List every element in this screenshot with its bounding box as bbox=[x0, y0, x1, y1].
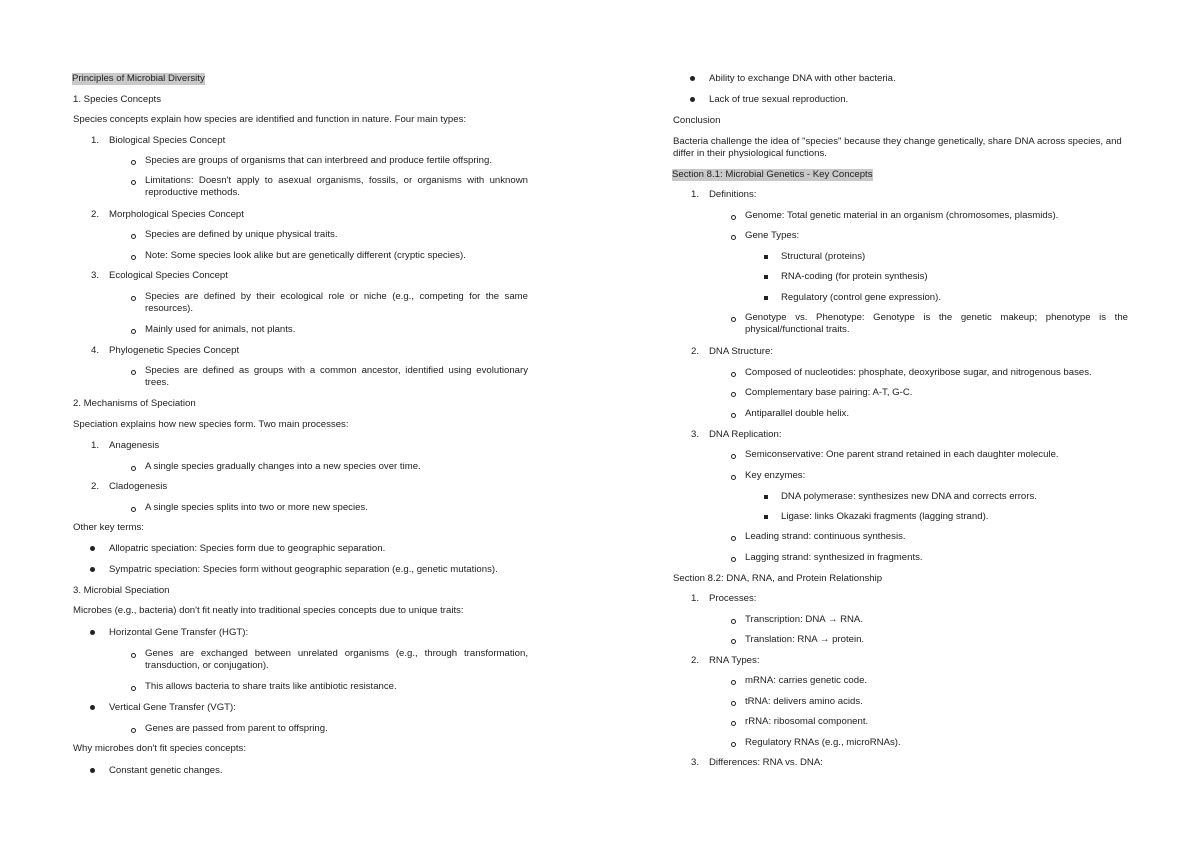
bullet-circle-icon bbox=[731, 557, 736, 562]
list-subitem: Key enzymes: bbox=[745, 470, 806, 481]
list-number: 1. bbox=[691, 593, 700, 604]
list-item-ecological: Ecological Species Concept bbox=[109, 270, 228, 281]
bullet-circle-icon bbox=[731, 680, 736, 685]
list-subitem: Species are defined as groups with a common ancestor, identified using evolutionary trees. bbox=[145, 365, 528, 388]
bullet-circle-icon bbox=[131, 507, 136, 512]
list-subitem: Genes are exchanged between unrelated organisms (e.g., through transformation, transduction, or conjugation). bbox=[145, 648, 528, 671]
bullet-dot-icon bbox=[90, 630, 95, 635]
bullet-dot-icon bbox=[90, 705, 95, 710]
bullet-circle-icon bbox=[731, 619, 736, 624]
list-subitem: Genome: Total genetic material in an organism (chromosomes, plasmids). bbox=[745, 210, 1059, 221]
speciation-intro: Speciation explains how new species form. Two main processes: bbox=[73, 419, 349, 430]
bullet-circle-icon bbox=[731, 413, 736, 418]
bullet-circle-icon bbox=[131, 234, 136, 239]
bullet-circle-icon bbox=[731, 215, 736, 220]
list-item-genetic-changes: Constant genetic changes. bbox=[109, 765, 223, 776]
section-heading-microbial-speciation: 3. Microbial Speciation bbox=[73, 585, 170, 596]
section-8-2-title: Section 8.2: DNA, RNA, and Protein Relationship bbox=[673, 573, 883, 584]
document-title: Principles of Microbial Diversity bbox=[72, 73, 205, 84]
species-concepts-intro: Species concepts explain how species are identified and function in nature. Four main types: bbox=[73, 114, 467, 125]
list-number: 1. bbox=[691, 189, 700, 200]
bullet-square-icon bbox=[764, 296, 768, 300]
bullet-circle-icon bbox=[731, 392, 736, 397]
list-item-cladogenesis: Cladogenesis bbox=[109, 481, 168, 492]
bullet-dot-icon bbox=[690, 76, 695, 81]
list-subsubitem: Ligase: links Okazaki fragments (lagging strand). bbox=[781, 511, 989, 522]
bullet-circle-icon bbox=[731, 475, 736, 480]
list-item-hgt: Horizontal Gene Transfer (HGT): bbox=[109, 627, 249, 638]
list-number: 2. bbox=[691, 346, 700, 357]
list-item-sexual-reproduction: Lack of true sexual reproduction. bbox=[709, 94, 849, 105]
section-heading-species-concepts: 1. Species Concepts bbox=[73, 94, 161, 105]
list-subitem: Species are defined by their ecological role or niche (e.g., competing for the same resources). bbox=[145, 291, 528, 314]
list-item-definitions: Definitions: bbox=[709, 189, 757, 200]
bullet-circle-icon bbox=[131, 180, 136, 185]
list-item-differences: Differences: RNA vs. DNA: bbox=[709, 757, 823, 768]
list-subitem: mRNA: carries genetic code. bbox=[745, 675, 868, 686]
list-subsubitem: RNA-coding (for protein synthesis) bbox=[781, 271, 928, 282]
bullet-circle-icon bbox=[731, 721, 736, 726]
other-key-terms-label: Other key terms: bbox=[73, 522, 144, 533]
bullet-circle-icon bbox=[131, 160, 136, 165]
list-subitem: tRNA: delivers amino acids. bbox=[745, 696, 863, 707]
list-subitem: Genes are passed from parent to offspring. bbox=[145, 723, 328, 734]
list-subitem: This allows bacteria to share traits like antibiotic resistance. bbox=[145, 681, 397, 692]
bullet-dot-icon bbox=[90, 546, 95, 551]
bullet-circle-icon bbox=[731, 742, 736, 747]
bullet-circle-icon bbox=[731, 639, 736, 644]
list-subitem: Species are groups of organisms that can interbreed and produce fertile offspring. bbox=[145, 155, 493, 166]
list-subsubitem: Structural (proteins) bbox=[781, 251, 866, 262]
list-subitem: A single species splits into two or more new species. bbox=[145, 502, 368, 513]
section-heading-speciation: 2. Mechanisms of Speciation bbox=[73, 398, 196, 409]
list-subitem: Leading strand: continuous synthesis. bbox=[745, 531, 906, 542]
bullet-circle-icon bbox=[731, 701, 736, 706]
bullet-square-icon bbox=[764, 515, 768, 519]
list-subitem: Genotype vs. Phenotype: Genotype is the genetic makeup; phenotype is the physical/functional traits. bbox=[745, 312, 1128, 335]
list-number: 3. bbox=[691, 757, 700, 768]
list-item-morphological: Morphological Species Concept bbox=[109, 209, 244, 220]
list-number: 1. bbox=[91, 440, 100, 451]
bullet-square-icon bbox=[764, 255, 768, 259]
list-number: 4. bbox=[91, 345, 100, 356]
list-subitem: Composed of nucleotides: phosphate, deoxyribose sugar, and nitrogenous bases. bbox=[745, 367, 1092, 378]
bullet-circle-icon bbox=[131, 466, 136, 471]
list-item-dna-replication: DNA Replication: bbox=[709, 429, 782, 440]
list-subsubitem: DNA polymerase: synthesizes new DNA and corrects errors. bbox=[781, 491, 1037, 502]
list-subitem: Species are defined by unique physical traits. bbox=[145, 229, 338, 240]
section-8-1-title: Section 8.1: Microbial Genetics - Key Concepts bbox=[672, 169, 873, 180]
list-subitem: Mainly used for animals, not plants. bbox=[145, 324, 296, 335]
list-subitem: Limitations: Doesn't apply to asexual organisms, fossils, or organisms with unknown reproductive methods. bbox=[145, 175, 528, 198]
list-item-exchange-dna: Ability to exchange DNA with other bacteria. bbox=[709, 73, 896, 84]
list-number: 3. bbox=[91, 270, 100, 281]
bullet-circle-icon bbox=[131, 686, 136, 691]
list-number: 2. bbox=[91, 209, 100, 220]
list-number: 2. bbox=[691, 655, 700, 666]
bullet-circle-icon bbox=[131, 728, 136, 733]
list-subitem: Translation: RNA → protein. bbox=[745, 634, 865, 645]
list-item-sympatric: Sympatric speciation: Species form without geographic separation (e.g., genetic mutations). bbox=[109, 564, 498, 575]
bullet-dot-icon bbox=[90, 768, 95, 773]
list-subsubitem: Regulatory (control gene expression). bbox=[781, 292, 941, 303]
bullet-circle-icon bbox=[731, 454, 736, 459]
bullet-circle-icon bbox=[731, 536, 736, 541]
list-subitem: Gene Types: bbox=[745, 230, 800, 241]
list-subitem: Lagging strand: synthesized in fragments. bbox=[745, 552, 923, 563]
list-subitem: rRNA: ribosomal component. bbox=[745, 716, 869, 727]
bullet-square-icon bbox=[764, 275, 768, 279]
list-subitem: Semiconservative: One parent strand retained in each daughter molecule. bbox=[745, 449, 1059, 460]
list-item-rna-types: RNA Types: bbox=[709, 655, 760, 666]
bullet-dot-icon bbox=[690, 97, 695, 102]
list-subitem: A single species gradually changes into a new species over time. bbox=[145, 461, 421, 472]
microbial-speciation-intro: Microbes (e.g., bacteria) don't fit neatly into traditional species concepts due to unique traits: bbox=[73, 605, 464, 616]
list-number: 2. bbox=[91, 481, 100, 492]
list-subitem: Regulatory RNAs (e.g., microRNAs). bbox=[745, 737, 901, 748]
list-subitem: Note: Some species look alike but are genetically different (cryptic species). bbox=[145, 250, 466, 261]
bullet-circle-icon bbox=[131, 370, 136, 375]
list-subitem: Antiparallel double helix. bbox=[745, 408, 849, 419]
bullet-circle-icon bbox=[131, 653, 136, 658]
list-number: 1. bbox=[91, 135, 100, 146]
list-subitem: Transcription: DNA → RNA. bbox=[745, 614, 863, 625]
conclusion-heading: Conclusion bbox=[673, 115, 721, 126]
bullet-circle-icon bbox=[131, 296, 136, 301]
bullet-circle-icon bbox=[731, 235, 736, 240]
conclusion-text: Bacteria challenge the idea of "species" because they change genetically, share DNA across species, and differ in their physiological functions. bbox=[673, 136, 1122, 159]
bullet-circle-icon bbox=[131, 255, 136, 260]
list-item-allopatric: Allopatric speciation: Species form due to geographic separation. bbox=[109, 543, 386, 554]
list-item-processes: Processes: bbox=[709, 593, 757, 604]
why-microbes-label: Why microbes don't fit species concepts: bbox=[73, 743, 246, 754]
list-number: 3. bbox=[691, 429, 700, 440]
list-item-dna-structure: DNA Structure: bbox=[709, 346, 773, 357]
list-item-anagenesis: Anagenesis bbox=[109, 440, 160, 451]
list-item-phylogenetic: Phylogenetic Species Concept bbox=[109, 345, 240, 356]
bullet-circle-icon bbox=[731, 317, 736, 322]
list-subitem: Complementary base pairing: A-T, G-C. bbox=[745, 387, 913, 398]
bullet-dot-icon bbox=[90, 567, 95, 572]
list-item-biological: Biological Species Concept bbox=[109, 135, 226, 146]
list-item-vgt: Vertical Gene Transfer (VGT): bbox=[109, 702, 236, 713]
bullet-square-icon bbox=[764, 495, 768, 499]
bullet-circle-icon bbox=[731, 372, 736, 377]
bullet-circle-icon bbox=[131, 329, 136, 334]
